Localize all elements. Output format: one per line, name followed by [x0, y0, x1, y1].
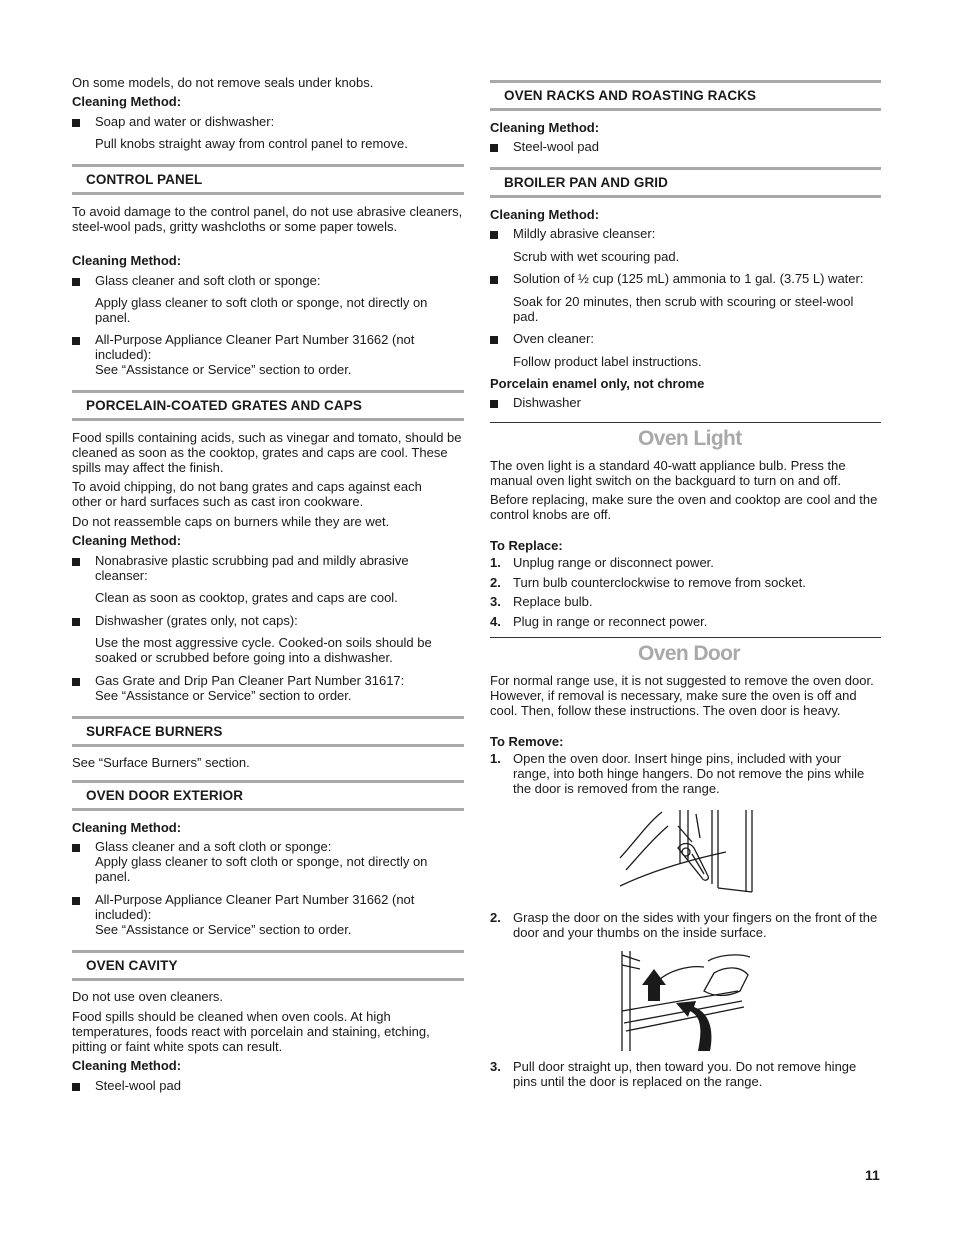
bullet-text: Gas Grate and Drip Pan Cleaner Part Number 31617: — [95, 673, 405, 688]
bullet-text: Steel-wool pad — [513, 139, 599, 154]
oven-cavity-paragraph: Food spills should be cleaned when oven cools. At high temperatures, foods react with porcelain and staining, etching, pitting or faint white spots can result. — [72, 1009, 430, 1054]
cleaning-method-label: Cleaning Method: — [72, 820, 182, 835]
oven-light-paragraph: The oven light is a standard 40-watt appliance bulb. Press the manual oven light switch on the backguard to turn on and off. — [490, 458, 846, 488]
step-text: Open the oven door. Insert hinge pins, included with your range, into both hinge hangers. Do not remove the pins while the door is removed from the range. — [513, 751, 865, 796]
oven-door-paragraph: For normal range use, it is not suggested to remove the oven door. However, if removal is necessary, make sure the oven is off and cool. Then, follow these instructions. The oven door is heavy. — [490, 673, 874, 718]
oven-light-title: Oven Light — [638, 427, 742, 450]
bullet-text: Steel-wool pad — [95, 1078, 181, 1093]
bullet-icon — [490, 400, 498, 408]
door-lift-illustration — [618, 951, 754, 1053]
section-header-oven-cavity: OVEN CAVITY — [72, 950, 464, 981]
bullet-icon — [72, 678, 80, 686]
bullet-icon — [72, 337, 80, 345]
bullet-text: Dishwasher (grates only, not caps): — [95, 613, 298, 628]
bullet-text: Oven cleaner: — [513, 331, 594, 346]
bullet-subtext: Scrub with wet scouring pad. — [513, 249, 680, 264]
to-replace-heading: To Replace: — [490, 538, 563, 553]
step-number: 4. — [490, 614, 501, 629]
step-text: Unplug range or disconnect power. — [513, 555, 714, 570]
bullet-subtext: See “Assistance or Service” section to order. — [95, 922, 352, 937]
bullet-text: Soap and water or dishwasher: — [95, 114, 275, 129]
step-text: Plug in range or reconnect power. — [513, 614, 708, 629]
step-number: 3. — [490, 594, 501, 609]
bullet-subtext: Clean as soon as cooktop, grates and caps are cool. — [95, 590, 398, 605]
step-text: Pull door straight up, then toward you. Do not remove hinge pins until the door is replaced on the range. — [513, 1059, 857, 1089]
section-header-surface-burners: SURFACE BURNERS — [72, 716, 464, 747]
cleaning-method-label: Cleaning Method: — [72, 1058, 182, 1073]
bullet-subtext: Apply glass cleaner to soft cloth or sponge, not directly on panel. — [95, 854, 428, 884]
bullet-icon — [490, 144, 498, 152]
step-number: 2. — [490, 910, 501, 925]
surface-burners-text: See “Surface Burners” section. — [72, 755, 250, 770]
bullet-icon — [72, 618, 80, 626]
grates-paragraph: Food spills containing acids, such as vinegar and tomato, should be cleaned as soon as the cooktop, grates and caps are cool. These spills may affect the finish. — [72, 430, 462, 475]
bullet-text: Solution of ½ cup (125 mL) ammonia to 1 gal. (3.75 L) water: — [513, 271, 864, 286]
bullet-subtext: Soak for 20 minutes, then scrub with scouring or steel-wool pad. — [513, 294, 854, 324]
porcelain-note: Porcelain enamel only, not chrome — [490, 376, 705, 391]
hinge-pin-illustration — [618, 808, 754, 894]
bullet-subtext: Apply glass cleaner to soft cloth or sponge, not directly on panel. — [95, 295, 428, 325]
page-number: 11 — [865, 1167, 880, 1183]
grates-paragraph: To avoid chipping, do not bang grates and caps against each other or hard surfaces such as cast iron cookware. — [72, 479, 422, 509]
bullet-text: Mildly abrasive cleanser: — [513, 226, 656, 241]
bullet-text: All-Purpose Appliance Cleaner Part Number 31662 (not included): — [95, 332, 415, 362]
bullet-text: Glass cleaner and a soft cloth or sponge: — [95, 839, 332, 854]
step-number: 1. — [490, 555, 501, 570]
section-header-control-panel: CONTROL PANEL — [72, 164, 464, 195]
step-number: 1. — [490, 751, 501, 766]
bullet-icon — [490, 231, 498, 239]
bullet-subtext: Pull knobs straight away from control panel to remove. — [95, 136, 408, 151]
bullet-icon — [72, 844, 80, 852]
cleaning-method-label: Cleaning Method: — [72, 94, 182, 109]
oven-light-paragraph: Before replacing, make sure the oven and cooktop are cool and the control knobs are off. — [490, 492, 878, 522]
bullet-icon — [72, 278, 80, 286]
step-number: 2. — [490, 575, 501, 590]
up-arrow-icon — [642, 969, 666, 1001]
to-remove-heading: To Remove: — [490, 734, 564, 749]
bullet-text: Nonabrasive plastic scrubbing pad and mildly abrasive cleanser: — [95, 553, 409, 583]
bullet-text: All-Purpose Appliance Cleaner Part Number 31662 (not included): — [95, 892, 415, 922]
cleaning-method-label: Cleaning Method: — [72, 253, 182, 268]
grates-paragraph: Do not reassemble caps on burners while they are wet. — [72, 514, 390, 529]
knob-seal-note: On some models, do not remove seals under knobs. — [72, 75, 374, 90]
curved-arrow-icon — [676, 1001, 711, 1051]
divider — [490, 422, 881, 423]
cleaning-method-label: Cleaning Method: — [72, 533, 182, 548]
step-number: 3. — [490, 1059, 501, 1074]
bullet-subtext: Use the most aggressive cycle. Cooked-on soils should be soaked or scrubbed before going into a dishwasher. — [95, 635, 432, 665]
bullet-subtext: Follow product label instructions. — [513, 354, 702, 369]
step-text: Replace bulb. — [513, 594, 593, 609]
bullet-icon — [72, 1083, 80, 1091]
section-header-oven-racks: OVEN RACKS AND ROASTING RACKS — [490, 80, 881, 111]
oven-cavity-paragraph: Do not use oven cleaners. — [72, 989, 224, 1004]
oven-door-title: Oven Door — [638, 642, 740, 665]
bullet-icon — [72, 897, 80, 905]
cleaning-method-label: Cleaning Method: — [490, 120, 600, 135]
bullet-subtext: See “Assistance or Service” section to order. — [95, 688, 352, 703]
step-text: Turn bulb counterclockwise to remove from socket. — [513, 575, 806, 590]
bullet-icon — [490, 336, 498, 344]
bullet-subtext: See “Assistance or Service” section to order. — [95, 362, 352, 377]
section-header-oven-door-exterior: OVEN DOOR EXTERIOR — [72, 780, 464, 811]
bullet-icon — [72, 558, 80, 566]
section-header-broiler-pan: BROILER PAN AND GRID — [490, 167, 881, 198]
section-header-grates: PORCELAIN-COATED GRATES AND CAPS — [72, 390, 464, 421]
divider — [490, 637, 881, 638]
bullet-text: Glass cleaner and soft cloth or sponge: — [95, 273, 321, 288]
bullet-icon — [72, 119, 80, 127]
step-text: Grasp the door on the sides with your fingers on the front of the door and your thumbs on the inside surface. — [513, 910, 878, 940]
control-panel-intro: To avoid damage to the control panel, do not use abrasive cleaners, steel-wool pads, gritty washcloths or some paper towels. — [72, 204, 463, 234]
bullet-icon — [490, 276, 498, 284]
cleaning-method-label: Cleaning Method: — [490, 207, 600, 222]
bullet-text: Dishwasher — [513, 395, 581, 410]
